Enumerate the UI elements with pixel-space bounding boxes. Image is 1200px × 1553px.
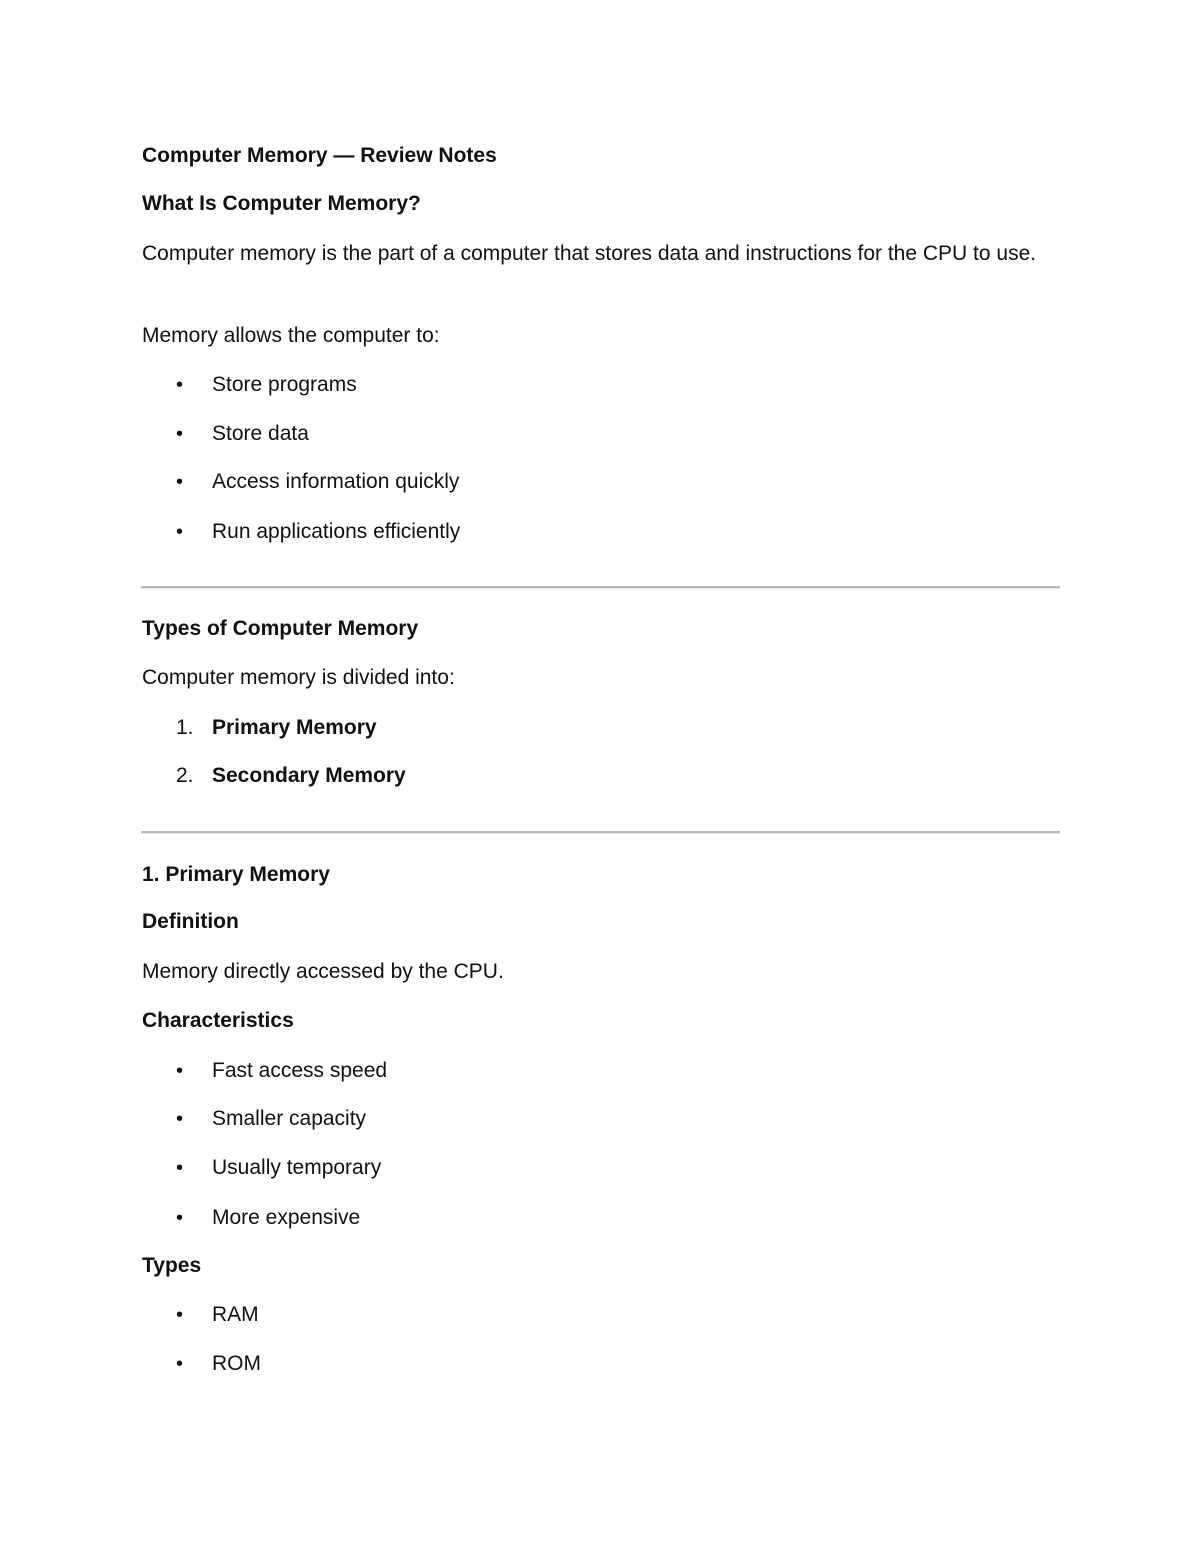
numbered-item (142, 711, 1042, 745)
list-item (142, 515, 1042, 549)
list-item (142, 465, 1042, 499)
list-intro: Memory allows the computer to: (142, 324, 440, 347)
bullet-icon: • (176, 1207, 184, 1229)
subheading-definition: Definition (142, 910, 239, 933)
list-number: 2. (176, 764, 194, 787)
numbered-item (142, 759, 1042, 793)
document-title: Computer Memory — Review Notes (142, 144, 497, 167)
bullet-icon: • (176, 374, 184, 396)
bullet-icon: • (176, 1353, 184, 1375)
list-item (142, 1201, 1042, 1235)
list-item (142, 1054, 1042, 1088)
list-item-text: Access information quickly (212, 470, 460, 493)
bullet-icon: • (176, 1060, 184, 1082)
list-item-text: Smaller capacity (212, 1107, 367, 1130)
bullet-icon: • (176, 1108, 184, 1130)
horizontal-rule (141, 586, 1060, 588)
types-intro: Computer memory is divided into: (142, 666, 455, 689)
bullet-icon: • (176, 1157, 184, 1179)
bullet-icon: • (176, 423, 184, 445)
list-item (142, 1347, 1042, 1381)
horizontal-rule (141, 831, 1060, 833)
subheading-characteristics: Characteristics (142, 1009, 294, 1032)
definition-text: Memory directly accessed by the CPU. (142, 960, 504, 983)
definition-paragraph: Computer memory is the part of a computer that stores data and instructions for the CPU to use. (142, 242, 1037, 265)
list-item-text: RAM (212, 1303, 259, 1326)
section-heading-what-is-memory: What Is Computer Memory? (142, 192, 421, 215)
list-item (142, 1102, 1042, 1136)
list-item-text: ROM (212, 1352, 261, 1375)
list-item-text: Usually temporary (212, 1156, 382, 1179)
list-item (142, 1151, 1042, 1185)
list-item-text: More expensive (212, 1206, 361, 1229)
list-item (142, 417, 1042, 451)
bullet-icon: • (176, 521, 184, 543)
numbered-item-text: Secondary Memory (212, 764, 406, 787)
list-item (142, 368, 1042, 402)
list-item-text: Store data (212, 422, 309, 445)
list-item (142, 1298, 1042, 1332)
bullet-icon: • (176, 471, 184, 493)
numbered-item-text: Primary Memory (212, 716, 377, 739)
list-item-text: Run applications efficiently (212, 520, 461, 543)
bullet-icon: • (176, 1304, 184, 1326)
subheading-types: Types (142, 1254, 202, 1277)
list-number: 1. (176, 716, 194, 739)
section-heading-types: Types of Computer Memory (142, 617, 419, 640)
list-item-text: Fast access speed (212, 1059, 388, 1082)
section-heading-primary-memory: 1. Primary Memory (142, 863, 330, 886)
list-item-text: Store programs (212, 373, 357, 396)
